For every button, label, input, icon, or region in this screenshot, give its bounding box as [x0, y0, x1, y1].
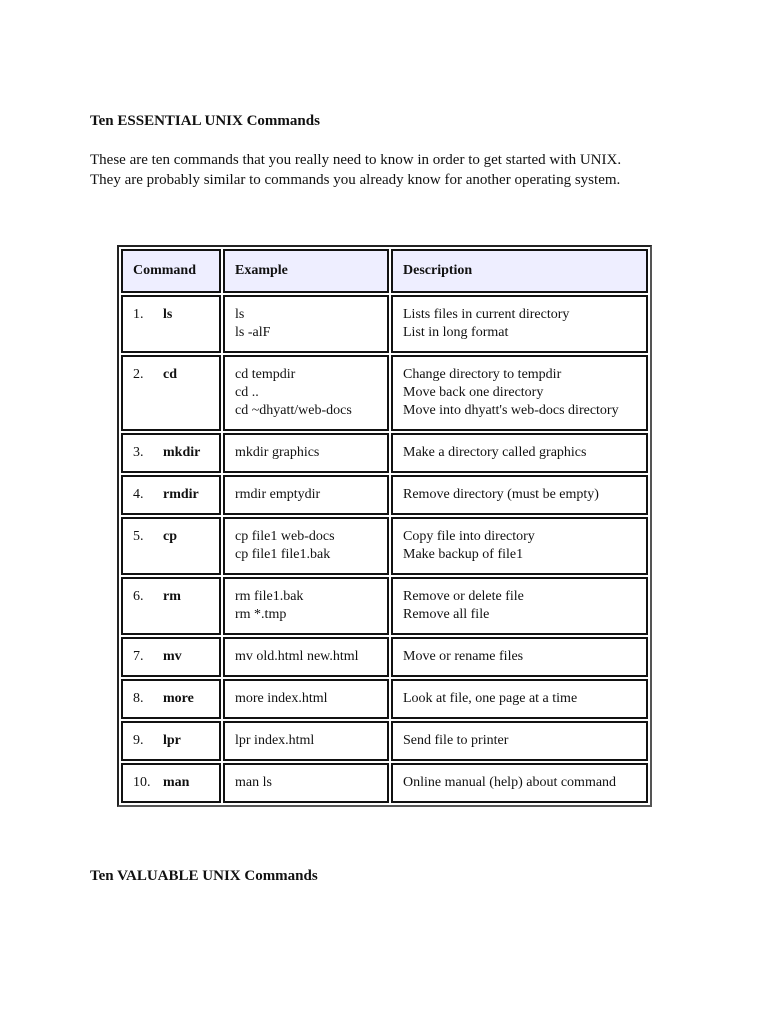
table-row — [121, 679, 648, 719]
command-name: mv — [163, 649, 182, 664]
command-cell — [121, 577, 221, 635]
description-cell — [391, 721, 648, 761]
table-body — [121, 295, 648, 803]
description-cell — [391, 475, 648, 515]
command-name: rm — [163, 589, 181, 604]
command-cell — [121, 721, 221, 761]
column-header-example: Example — [223, 249, 389, 293]
description-text: Remove all file — [403, 607, 490, 622]
command-cell — [121, 295, 221, 353]
row-number: 5. — [133, 529, 144, 544]
description-text: Send file to printer — [403, 733, 509, 748]
description-text: Make backup of file1 — [403, 547, 524, 562]
example-text: cd tempdir — [235, 367, 296, 382]
command-name: mkdir — [163, 445, 201, 460]
example-text: man ls — [235, 775, 272, 790]
table-row — [121, 295, 648, 353]
description-text: Make a directory called graphics — [403, 445, 587, 460]
example-cell — [223, 475, 389, 515]
example-text: mkdir graphics — [235, 445, 320, 460]
table-row — [121, 475, 648, 515]
description-text: Move or rename files — [403, 649, 524, 664]
column-header-description: Description — [391, 249, 648, 293]
table-row — [121, 517, 648, 575]
example-text: rmdir emptydir — [235, 487, 321, 502]
example-text: mv old.html new.html — [235, 649, 359, 664]
section-heading-valuable: Ten VALUABLE UNIX Commands — [90, 868, 318, 884]
description-cell — [391, 679, 648, 719]
description-cell — [391, 637, 648, 677]
example-cell — [223, 295, 389, 353]
description-cell — [391, 763, 648, 803]
example-text: rm file1.bak — [235, 589, 304, 604]
column-header-command: Command — [121, 249, 221, 293]
description-cell — [391, 433, 648, 473]
command-name: rmdir — [163, 487, 199, 502]
row-number: 9. — [133, 733, 144, 748]
description-text: Look at file, one page at a time — [403, 691, 578, 706]
description-text: Remove directory (must be empty) — [403, 487, 599, 502]
example-text: rm *.tmp — [235, 607, 287, 622]
row-number: 10. — [133, 775, 151, 790]
table-row — [121, 763, 648, 803]
command-cell — [121, 355, 221, 431]
description-cell — [391, 355, 648, 431]
example-cell — [223, 763, 389, 803]
row-number: 2. — [133, 367, 144, 382]
intro-paragraph: These are ten commands that you really need to know in order to get started with UNIX. They are probably similar to commands you already know for another operating system. — [90, 152, 622, 188]
command-name: more — [163, 691, 194, 706]
row-number: 8. — [133, 691, 144, 706]
example-cell — [223, 721, 389, 761]
row-number: 6. — [133, 589, 144, 604]
description-text: Remove or delete file — [403, 589, 524, 604]
example-cell — [223, 433, 389, 473]
command-name: cd — [163, 367, 177, 382]
command-cell — [121, 517, 221, 575]
section-heading-essential: Ten ESSENTIAL UNIX Commands — [90, 113, 320, 129]
description-cell — [391, 517, 648, 575]
command-cell — [121, 475, 221, 515]
description-text: List in long format — [403, 325, 509, 340]
command-name: lpr — [163, 733, 181, 748]
table-header-row — [121, 249, 648, 293]
description-cell — [391, 577, 648, 635]
description-text: Change directory to tempdir — [403, 367, 562, 382]
example-text: ls -alF — [235, 325, 271, 340]
example-text: cd ~dhyatt/web-docs — [235, 403, 352, 418]
description-text: Copy file into directory — [403, 529, 535, 544]
row-number: 7. — [133, 649, 144, 664]
command-cell — [121, 679, 221, 719]
example-cell — [223, 679, 389, 719]
command-name: ls — [163, 307, 173, 322]
example-cell — [223, 355, 389, 431]
example-cell — [223, 637, 389, 677]
command-name: cp — [163, 529, 177, 544]
table-row — [121, 721, 648, 761]
description-text: Move back one directory — [403, 385, 544, 400]
table-row — [121, 577, 648, 635]
description-text: Online manual (help) about command — [403, 775, 617, 790]
table-row — [121, 433, 648, 473]
example-text: cp file1 web-docs — [235, 529, 335, 544]
example-text: lpr index.html — [235, 733, 315, 748]
example-cell — [223, 517, 389, 575]
example-cell — [223, 577, 389, 635]
commands-table — [117, 245, 652, 807]
description-text: Lists files in current directory — [403, 307, 570, 322]
command-cell — [121, 637, 221, 677]
row-number: 3. — [133, 445, 144, 460]
description-text: Move into dhyatt's web-docs directory — [403, 403, 619, 418]
command-name: man — [163, 775, 190, 790]
table-row — [121, 355, 648, 431]
example-text: cd .. — [235, 385, 259, 400]
example-text: ls — [235, 307, 245, 322]
example-text: cp file1 file1.bak — [235, 547, 331, 562]
description-cell — [391, 295, 648, 353]
command-cell — [121, 763, 221, 803]
command-cell — [121, 433, 221, 473]
row-number: 1. — [133, 307, 144, 322]
example-text: more index.html — [235, 691, 328, 706]
row-number: 4. — [133, 487, 144, 502]
table-row — [121, 637, 648, 677]
